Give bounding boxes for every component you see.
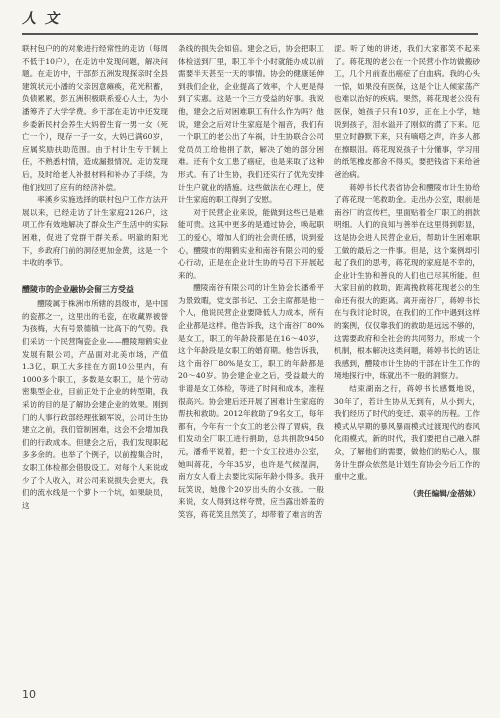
paragraph: 联村包户的的对象进行经常性的走访（每周不低于10户），在走访中发现问题，解决问题。在走访中，干部彭五洲发现探亲时全县建筑状元小潘的父亲因意瘫痪，花光积蓄，负债累累，彭五洲积极联系爱心人士，为小潘筹齐了大学学费。乡干部在走访中还发现乡委新民村会养生大妈曾生育一男一女（死亡一个），现存一子一女，大妈已满60岁，应属奖励扶助范围。由于村计生专干制上任，不熟悉村情，造成漏报情况。走访发现后，及时给老人补报材料和补办了手续，为他们找回了应有的经济补偿。 (22, 44, 168, 192)
paragraph: 条线的损失会如倍。建会之后，协会把职工体检送到厂里，职工半个小时就能办成以前需要半天甚至一天的事情。协会的健康延伸到我们企业，企业提高了效率，个人更是得到了实惠。这是一个三方受益的好事。我说他，建会之后对困难职工有什么作为吗？他说，建会之后对计生家庭是个福音，我们有一个职工的老公出了车祸，计生协联合公司党员员工给他捐了款，解决了她的部分困难。还有个女工患了癌症，也是来取了这种形式。有了计生协，我们还实行了优先安排计生户就业的措施。这些做法在心理上，使计生家庭的职工得到了安慰。 (178, 44, 324, 205)
page-number: 10 (22, 688, 36, 701)
section-heading: 醴陵市的企业融协会留三方受益 (22, 284, 134, 294)
column-1 (22, 43, 168, 663)
column-3 (334, 43, 480, 663)
paragraph: 蒋婷书长代表省协会和醴陵市计生协给了蒋花现一笔救助金。走出办公室，眼前是南谷厂的宣传栏，里面贴着全厂职工的捐款明细。人们的良知与善举在这里得到彰显，这是协会进人民营企业后，帮助计生困难职工做的最后之一件事。但是，这个案例却引起了我们的思考，蒋花现的家庭是不幸的，企业计生协和善良的人们也已尽其所能。但大家目前的救助，距离挽救蒋花现老公的生命还有很大的距离。离开南谷厂，蒋婷书长在与我讨论时说，在我们的工作中遇到这样的案例，仅仅靠我们的救助是远远不够的，这需要政府和全社会的共同努力，形成一个机制，根本解决这类问题，蒋婷书长的话让我感到，醴陵市计生协的干部在计生工作的境地探行中，练就出不一般的洞察力。 (334, 182, 480, 381)
article-body (22, 43, 480, 663)
paragraph: 醴陵南谷有限公司的计生协会长潘希平为景致暇，党支部书记、工会主席都是他一个人，他说民营企业要降低人力成本，所有企业都是这样。他告诉我，这个南谷厂80%是女工，职工的年龄段都是在16～40岁，这个年龄段是女职工的婚育期。他告诉我，这个南谷厂80%是女工，职工的年龄都是20～40岁。协会建企业之后，受益最大的非谱是女工体检，等进了时间和成本，准程很高兴。协会建后还开展了困难计生家庭的帮扶和救助。2012年救助了9名女工，每年都有，今年有一个女工的老公得了胃病，我们发动全厂职工进行捐助，总共捐款9450元，潘希平说着，把一个女工拉进办公室，她叫蒋花，今年35岁，也许是气候湿润，南方女人看上去要比实际年龄小得多。我开玩笑说，她像个20岁出头的小女孩。一般来说，女人得到这样夸赞，应当露出娇羞的笑容，蒋花笑且然笑了，却带着了难言的苦 (178, 283, 324, 519)
header-divider (22, 33, 478, 35)
paragraph: 率溪乡实施选择的联村包户工作方法开展以来，已经走访了计生家庭2126户，这项工作有效地解决了群众生产生活中的实际困难，促进了党群干群关系。明澈的阳光下，乡政府门前的洞径更加金黄，这是一个丰收的季节。 (22, 195, 168, 268)
paragraph: 结束湖南之行，蒋婷书长感慨地说，30年了，若计生协从无到有，从小到大，我们经历了时代的变迁、艰辛的历程。工作模式从早期的暴风暴雨模式过渡现代的春风化雨模式，新的时代，我们要把自己融入群众，了解他们的需要，做他们的贴心人，服务计生群众依然是计划生育协会今后工作的重中之重。 (334, 384, 480, 482)
paragraph: 对于民营企业来说，能做到这些已是难能可贵。这其中更多的是通过协会，唤起职工的爱心，增加人们的社会责任感，说到爱心，醴陵市的翔鹤实业和南谷有限公司的爱心行动，正是在企业计生协的号召下开展起来的。 (178, 207, 324, 280)
paragraph: 醴陵属于株洲市所辖的县级市，是中国的瓷都之一，这里出的毛瓷，在收藏界被誉为孩梅，大有号景德镇一比高下的气势。我们采访一个民营陶瓷企业——醴陵翔鹤实业发展有限公司，产品面对北美市场，产值1.3亿，职工大多挂在方面10公里内，有1000多个职工，多数是女职工，是个劳动密集型企业，目前正处于企业的转型期，我采访的目的是了解协会建企业的效果。刚到门的人事行政部经理张颖军说，公司计生协建立之前，我们管制困难，这会不会增加我们的行政成本。但建会之后，我们发现职起多多余的。也举了个例子，以前搜集合时，女职工体检都会借股设工。对每个人来说或少了个人收入，对公司来说损失会更大，我们的流水线是一个萝卜一个坑，如果缺员，这 (22, 299, 168, 510)
paragraph: 涩。听了她的讲述，我们大家都笑不起来了。蒋花现的老公在一个民营小作坊做搬砂工，几个月前查出癌症了白血病。我的心头一惊，如果没有医保，这是个让人倾家荡产也难以治好的疾病。果然，蒋花现老公没有医保，她孩子只有10岁，正在上小学，她说到孩子，泪水溢开了刚似的潸了下来。厄里立时静默下来，只有嘀嗒之声，许多人都在擦眼泪。蒋花现说孩子十分懂事，学习用的纸笔橡皮都舍不得买，要把钱省下来给爸爸治病。 (334, 44, 480, 179)
column-2 (178, 43, 324, 663)
magazine-logo: 人 文 (22, 11, 61, 27)
editor-byline: （责任编辑/金蓓妹） (408, 488, 480, 498)
